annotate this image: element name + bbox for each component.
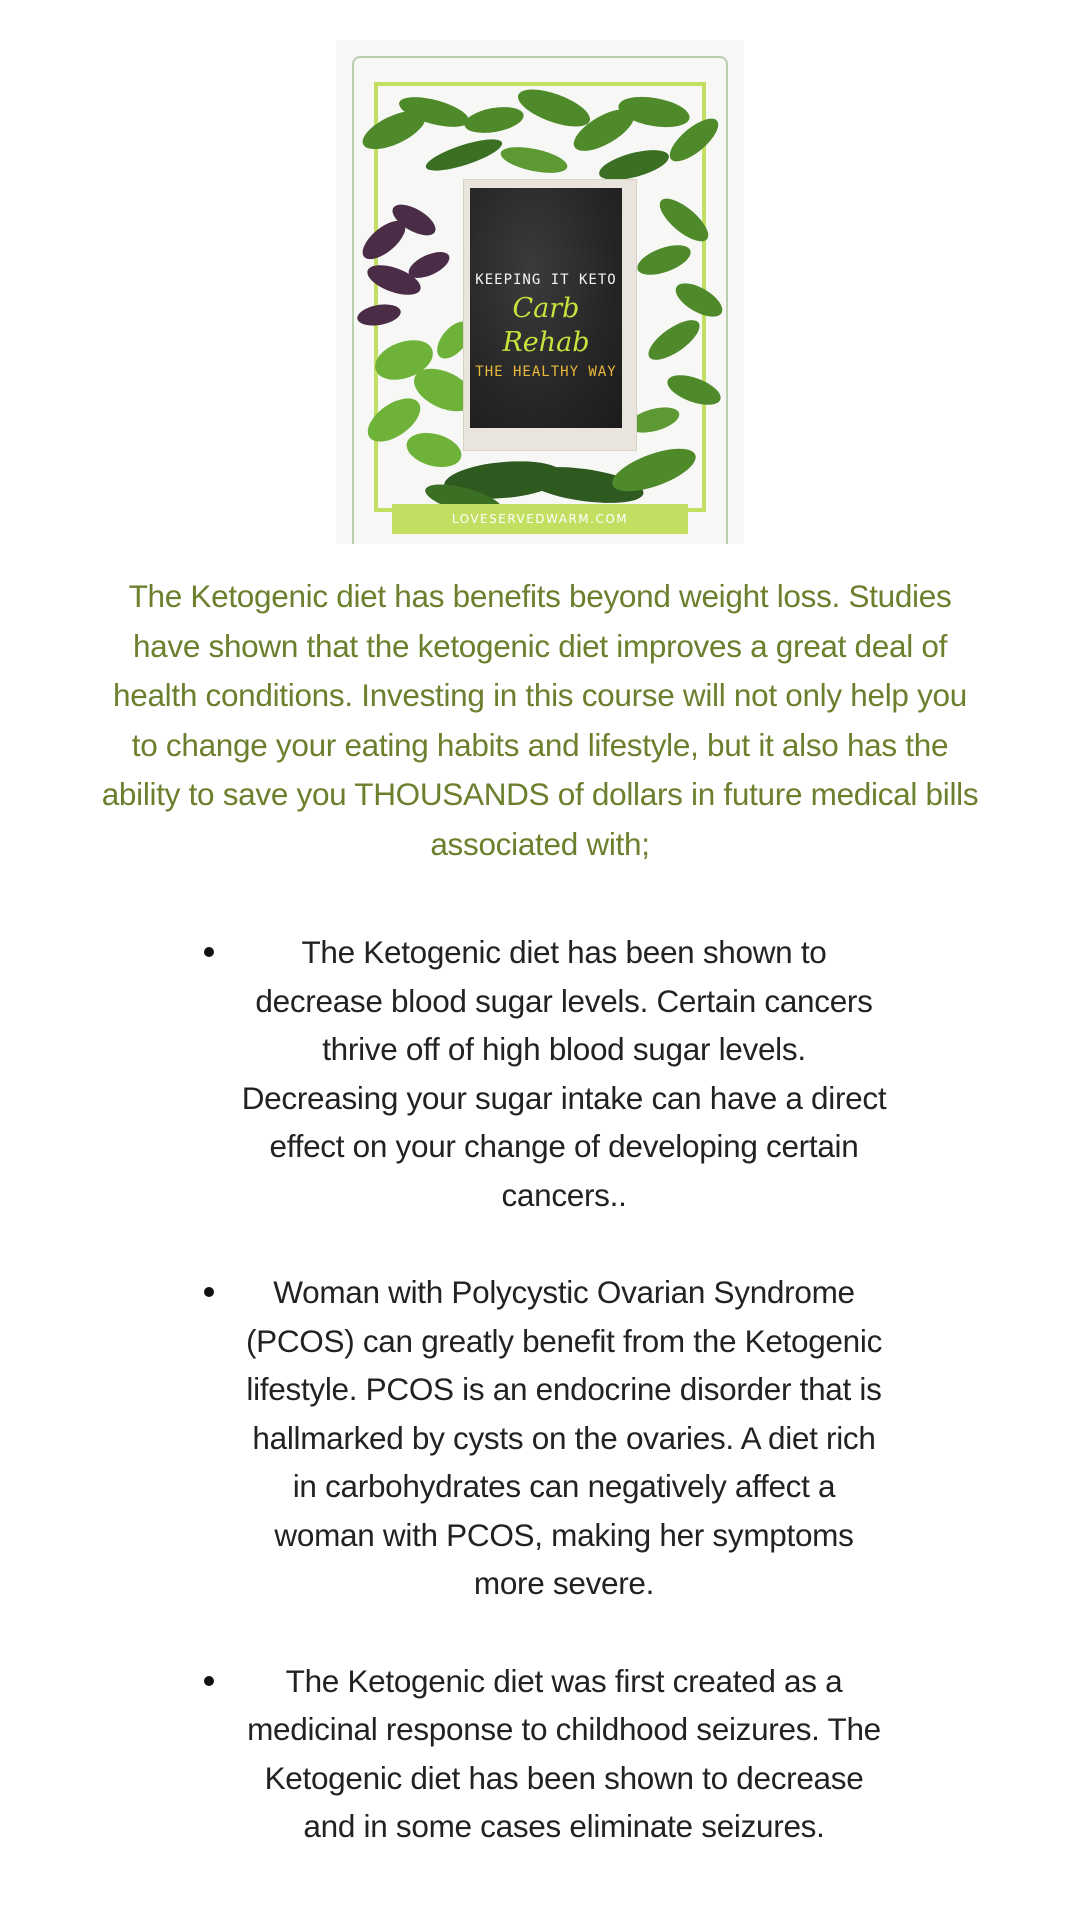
cover-title-script: Carb Rehab [502, 293, 590, 358]
benefits-list [0, 928, 1080, 1900]
bullet-icon [204, 1676, 214, 1686]
bullet-icon [204, 1287, 214, 1297]
cover-site-banner: LOVESERVEDWARM.COM [392, 504, 688, 534]
course-cover-image [336, 40, 744, 544]
bullet-icon [204, 947, 214, 957]
benefit-text: Woman with Polycystic Ovarian Syndrome (PCOS) can greatly benefit from the Ketogenic lifestyle. PCOS is an endocrine disorder that is hallmarked by cysts on the ovaries. A diet rich in carbohydrates can negatively affect a woman with PCOS, making her symptoms more severe. [245, 1274, 883, 1601]
intro-paragraph: The Ketogenic diet has benefits beyond weight loss. Studies have shown that the ketogenic diet improves a great deal of health conditions. Investing in this course will not only help you to change your eating habits and lifestyle, but it also has the ability to save you THOUSANDS of dollars in future medical bills associated with; [101, 578, 979, 862]
cover-title-bottom: THE HEALTHY WAY [475, 364, 617, 380]
list-item [0, 1268, 1080, 1608]
benefit-text: The Ketogenic diet was first created as a medicinal response to childhood seizures. The Ketogenic diet has been shown to decrease and in some cases eliminate seizures. [247, 1662, 881, 1844]
chalkboard [470, 188, 622, 428]
list-item [0, 928, 1080, 1219]
benefit-text: The Ketogenic diet has been shown to decrease blood sugar levels. Certain cancers thrive off of high blood sugar levels. Decreasing your sugar intake can have a direct effect on your change of developing certain cancers.. [241, 934, 887, 1213]
list-item [0, 1657, 1080, 1851]
cover-title-top: KEEPING IT KETO [475, 272, 617, 288]
